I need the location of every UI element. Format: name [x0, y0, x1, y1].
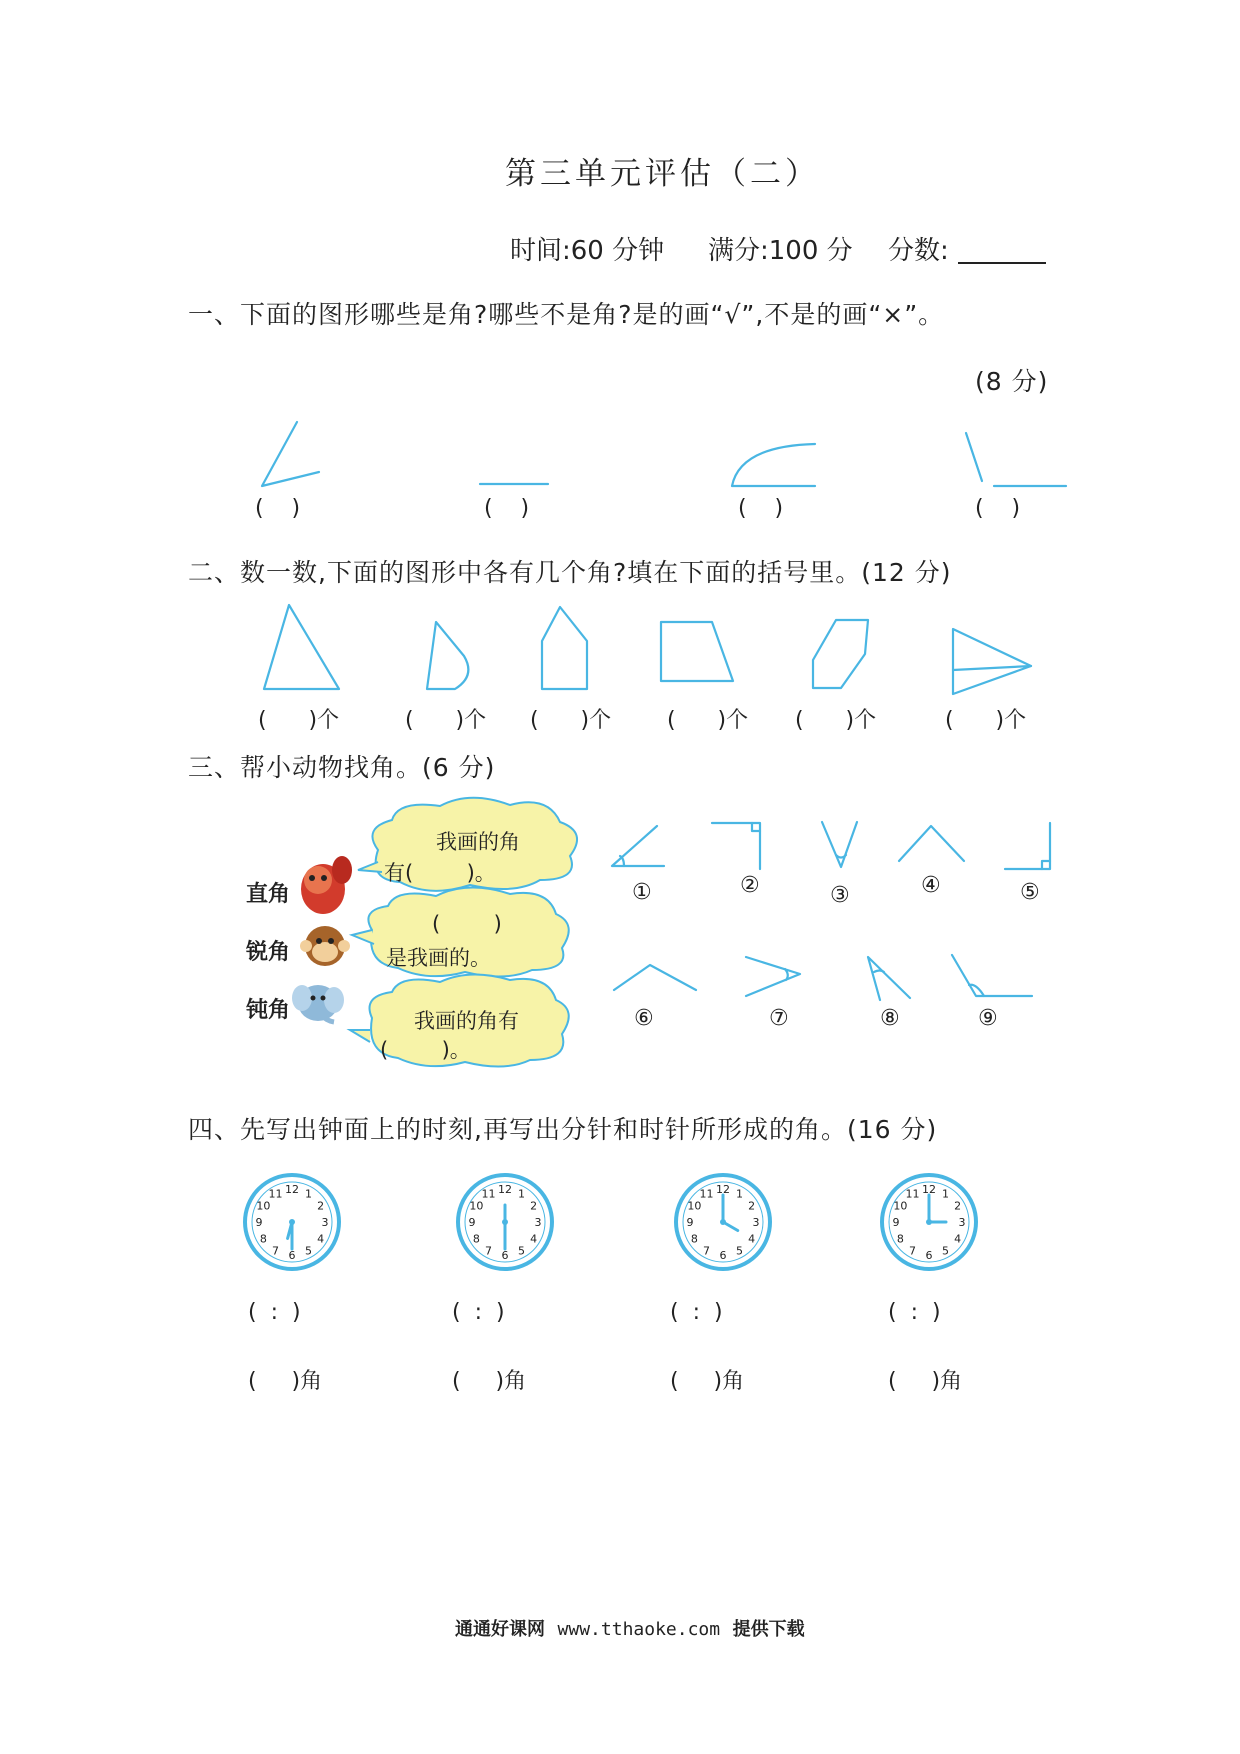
q3-angle-7	[746, 957, 800, 996]
footer-suffix: 提供下载	[732, 1619, 805, 1640]
clock-number: 6	[288, 1249, 296, 1262]
clock-number: 12	[716, 1183, 730, 1196]
q3-angle-3	[822, 822, 857, 867]
q3-angle-8	[868, 957, 910, 1000]
clock-number: 7	[909, 1244, 916, 1258]
clock-number: 12	[498, 1183, 512, 1196]
clock-number: 6	[925, 1249, 933, 1262]
clock-number: 3	[534, 1216, 542, 1229]
q4-angle-3[interactable]: ( )角	[670, 1369, 745, 1394]
q2-figure-trapezoid	[661, 622, 733, 681]
cloud-1-line-1: 我画的角	[436, 830, 520, 854]
q2-figure-split-triangle	[953, 629, 1031, 694]
clock-number: 11	[905, 1187, 920, 1201]
clock-number: 3	[321, 1216, 329, 1229]
clock-number: 11	[481, 1187, 496, 1201]
clock-number: 10	[687, 1199, 702, 1213]
monkey-icon	[300, 926, 350, 966]
clock-number: 5	[736, 1244, 743, 1258]
clock-number: 12	[285, 1183, 299, 1196]
q4-angle-1[interactable]: ( )角	[248, 1369, 323, 1394]
label-acute-angle: 锐角	[246, 940, 291, 965]
clock-center	[502, 1219, 508, 1225]
clock-number: 4	[748, 1232, 756, 1246]
q2-answer-5[interactable]: ( )个	[795, 708, 877, 733]
clock-number: 1	[736, 1187, 743, 1201]
footer	[455, 1615, 805, 1641]
angle-label-9: ⑨	[978, 1006, 998, 1031]
cloud-3-line-2[interactable]: ( )。	[380, 1038, 471, 1062]
q3-angle-9	[952, 955, 1032, 996]
clock-center	[720, 1219, 726, 1225]
cloud-2-line-2: 是我画的。	[386, 946, 491, 970]
angle-label-1: ①	[632, 880, 652, 905]
q3-angle-1	[612, 826, 664, 866]
q2-text: 二、数一数,下面的图形中各有几个角?填在下面的括号里。(12 分)	[188, 558, 952, 587]
score-label: 分数:	[888, 236, 949, 266]
clock-number: 5	[518, 1244, 525, 1258]
q2-answer-1[interactable]: ( )个	[258, 708, 340, 733]
clock-number: 4	[317, 1232, 325, 1246]
q2-answer-2[interactable]: ( )个	[405, 708, 487, 733]
clock-number: 11	[699, 1187, 714, 1201]
clock-center	[289, 1219, 295, 1225]
q1-figure-angle	[262, 422, 319, 486]
q3-angle-5	[1005, 823, 1050, 869]
clock-number: 8	[259, 1232, 267, 1246]
q1-answer-4[interactable]: ( )	[975, 496, 1021, 521]
q3-angle-2	[712, 823, 760, 869]
q3-text: 三、帮小动物找角。(6 分)	[188, 753, 496, 782]
angle-label-6: ⑥	[634, 1006, 654, 1031]
clock-number: 5	[942, 1244, 949, 1258]
clock-number: 10	[893, 1199, 908, 1213]
clock-number: 10	[469, 1199, 484, 1213]
clock-number: 4	[954, 1232, 962, 1246]
clock-number: 8	[472, 1232, 480, 1246]
clock-number: 6	[501, 1249, 509, 1262]
q2-figure-sector	[427, 622, 468, 689]
q2-answer-6[interactable]: ( )个	[945, 708, 1027, 733]
q2-answer-4[interactable]: ( )个	[667, 708, 749, 733]
clock-number: 9	[468, 1216, 476, 1229]
q4-time-2[interactable]: ( : )	[452, 1300, 505, 1325]
label-obtuse-angle: 钝角	[246, 998, 291, 1023]
clock-number: 4	[530, 1232, 538, 1246]
clock-number: 9	[255, 1216, 263, 1229]
q4-time-4[interactable]: ( : )	[888, 1300, 941, 1325]
clock-number: 2	[748, 1199, 756, 1213]
q3-angle-6	[614, 965, 696, 990]
clock-number: 3	[752, 1216, 760, 1229]
q2-figure-hexagon	[813, 620, 868, 688]
clock-3	[676, 1175, 770, 1269]
clock-number: 11	[268, 1187, 283, 1201]
clock-number: 1	[305, 1187, 312, 1201]
q3-angle-4	[899, 826, 964, 861]
cloud-1-line-2[interactable]: 有( )。	[384, 861, 496, 885]
q1-figure-open-lines	[966, 433, 1066, 486]
q1-points: (8 分)	[975, 367, 1049, 396]
time-info: 时间:60 分钟	[510, 236, 665, 266]
clock-number: 5	[305, 1244, 312, 1258]
angle-label-4: ④	[921, 873, 941, 898]
clock-number: 9	[892, 1216, 900, 1229]
cloud-3-line-1: 我画的角有	[414, 1009, 519, 1033]
elephant-icon	[292, 985, 344, 1022]
clock-number: 7	[703, 1244, 710, 1258]
q4-angle-2[interactable]: ( )角	[452, 1369, 527, 1394]
clock-number: 8	[896, 1232, 904, 1246]
q1-text: 一、下面的图形哪些是角?哪些不是角?是的画“√”,不是的画“×”。	[188, 300, 945, 329]
full-score-info: 满分:100 分	[708, 236, 853, 266]
clock-number: 7	[272, 1244, 279, 1258]
angle-label-5: ⑤	[1020, 880, 1040, 905]
clock-1	[245, 1175, 339, 1269]
q4-time-1[interactable]: ( : )	[248, 1300, 301, 1325]
cloud-2-line-1[interactable]: ( )	[432, 912, 502, 936]
q1-answer-1[interactable]: ( )	[255, 496, 301, 521]
clocks-group	[245, 1175, 976, 1269]
angle-label-2: ②	[740, 873, 760, 898]
squirrel-icon	[301, 856, 352, 914]
clock-number: 6	[719, 1249, 727, 1262]
q1-figure-arc	[732, 444, 815, 486]
q2-figure-triangle	[264, 605, 339, 689]
clock-number: 2	[530, 1199, 538, 1213]
clock-number: 9	[686, 1216, 694, 1229]
clock-number: 1	[518, 1187, 525, 1201]
clock-number: 8	[690, 1232, 698, 1246]
q2-figure-pentagon	[542, 607, 587, 689]
clock-number: 2	[317, 1199, 325, 1213]
clock-4	[882, 1175, 976, 1269]
footer-brand: 通通好课网	[455, 1619, 545, 1640]
q4-time-3[interactable]: ( : )	[670, 1300, 723, 1325]
clock-number: 12	[922, 1183, 936, 1196]
angle-label-7: ⑦	[769, 1006, 789, 1031]
clock-number: 2	[954, 1199, 962, 1213]
q1-answer-2[interactable]: ( )	[484, 496, 530, 521]
clock-2	[458, 1175, 552, 1269]
angle-label-8: ⑧	[880, 1006, 900, 1031]
q4-text: 四、先写出钟面上的时刻,再写出分针和时针所形成的角。(16 分)	[188, 1115, 938, 1144]
footer-url[interactable]: www.tthaoke.com	[557, 1619, 721, 1640]
q4-angle-4[interactable]: ( )角	[888, 1369, 963, 1394]
page-title: 第三单元评估（二）	[505, 156, 820, 192]
clock-center	[926, 1219, 932, 1225]
q2-answer-3[interactable]: ( )个	[530, 708, 612, 733]
clock-number: 7	[485, 1244, 492, 1258]
angle-label-3: ③	[830, 883, 850, 908]
clock-number: 3	[958, 1216, 966, 1229]
clock-number: 1	[942, 1187, 949, 1201]
label-right-angle: 直角	[246, 882, 291, 907]
q1-answer-3[interactable]: ( )	[738, 496, 784, 521]
clock-number: 10	[256, 1199, 271, 1213]
